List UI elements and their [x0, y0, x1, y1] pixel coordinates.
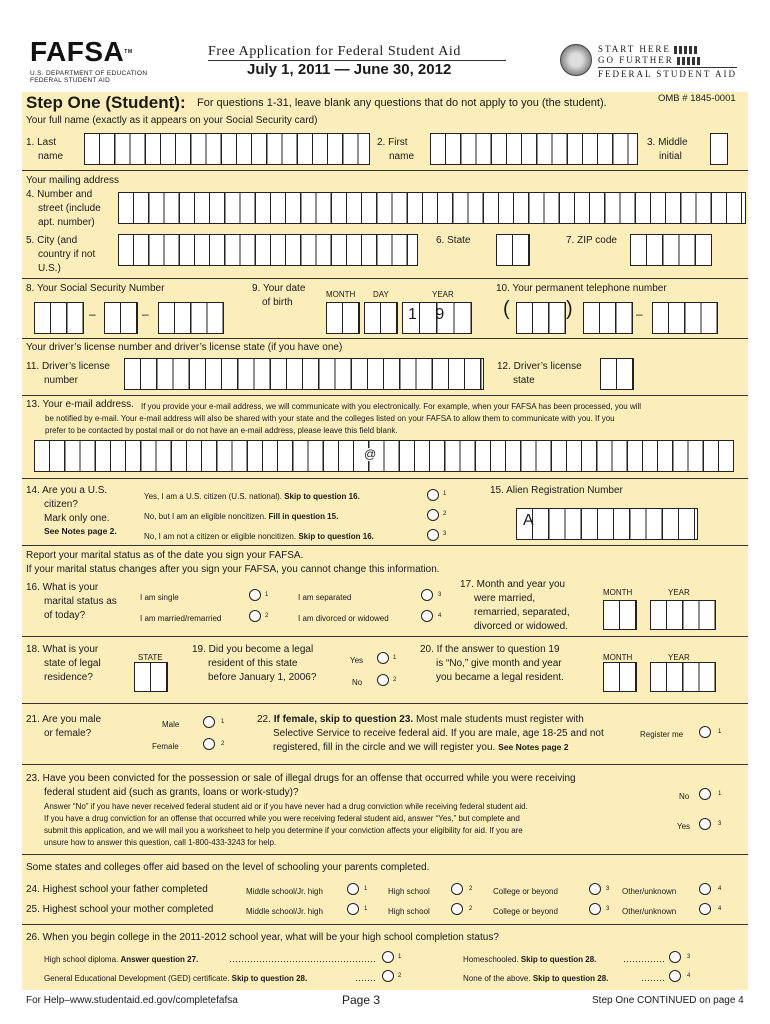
- dob-day-field[interactable]: [364, 302, 398, 334]
- phone-line-field[interactable]: [652, 302, 718, 334]
- q19-radio-yes[interactable]: [377, 652, 389, 664]
- gender-code-1: 1: [221, 719, 225, 725]
- q2-label-2: name: [389, 151, 415, 162]
- q25-code-3: 3: [606, 906, 610, 912]
- q22-instruction: If female, skip to question 23.: [273, 714, 414, 725]
- q20-month-label: MONTH: [603, 653, 633, 662]
- q1-label-2: name: [38, 151, 64, 162]
- q22-number: 22.: [257, 714, 274, 725]
- q4-label-2: street (include: [38, 203, 101, 214]
- ssn-part-2[interactable]: [104, 302, 138, 334]
- section-divider: [22, 703, 748, 704]
- ssn-dash: –: [142, 307, 149, 321]
- q26-option-1: High school diploma.: [44, 955, 121, 964]
- q18-state-label: STATE: [138, 653, 163, 662]
- middle-initial-field[interactable]: [710, 133, 728, 165]
- q14-label-2: citizen?: [44, 499, 78, 510]
- q25-option-4: Other/unknown: [622, 907, 677, 916]
- q17-month-field[interactable]: [603, 600, 637, 630]
- email-at-sign: @: [364, 447, 377, 461]
- q24-option-1: Middle school/Jr. high: [246, 887, 323, 896]
- marital-single: I am single: [140, 593, 179, 602]
- q25-option-2: High school: [388, 907, 430, 916]
- alien-prefix: A: [523, 512, 534, 529]
- marital-code-3: 3: [438, 592, 442, 598]
- slogan: [598, 44, 737, 80]
- q23-radio-yes[interactable]: [699, 818, 711, 830]
- q26-option-1-note: Answer question 27.: [120, 955, 199, 964]
- q20-year-field[interactable]: [650, 662, 716, 692]
- q26-code-4: 4: [687, 973, 691, 979]
- register-me-label: Register me: [640, 730, 684, 739]
- q14-note: See Notes page 2.: [44, 526, 117, 536]
- ssn-part-1[interactable]: [34, 302, 84, 334]
- q12-label: 12. Driver’s license: [497, 361, 582, 372]
- phone-prefix-field[interactable]: [583, 302, 633, 334]
- q18-label-2: state of legal: [44, 658, 101, 669]
- q26-code-2: 2: [398, 973, 402, 979]
- q26-code-3: 3: [687, 954, 691, 960]
- marital-code-2: 2: [265, 613, 269, 619]
- q21-label-2: or female?: [44, 728, 92, 739]
- marital-divorced: I am divorced or widowed: [298, 614, 389, 623]
- form-header: [0, 0, 770, 90]
- marital-married: I am married/remarried: [140, 614, 222, 623]
- dot-pattern-icon: [674, 46, 698, 54]
- gender-male: Male: [162, 720, 180, 729]
- q24-option-4: Other/unknown: [622, 887, 677, 896]
- q25-code-2: 2: [469, 906, 473, 912]
- ssn-part-3[interactable]: [158, 302, 224, 334]
- q5-label-2: country if not: [38, 249, 96, 260]
- first-name-field[interactable]: [430, 133, 638, 165]
- q22-note: See Notes page 2: [498, 742, 569, 752]
- drivers-license-field[interactable]: [124, 358, 484, 390]
- q25-option-1: Middle school/Jr. high: [246, 907, 323, 916]
- q16-label: 16. What is your: [26, 582, 99, 593]
- q23-yes: Yes: [677, 822, 691, 831]
- q17-label-4: divorced or widowed.: [474, 621, 568, 632]
- q26-radio-2[interactable]: [382, 970, 394, 982]
- q17-label-2: were married,: [474, 593, 536, 604]
- phone-open-paren: (: [503, 298, 510, 320]
- q17-year-label: YEAR: [668, 588, 690, 597]
- q23-label-2: federal student aid (such as grants, loans or work-study)?: [44, 787, 299, 798]
- q17-label-3: remarried, separated,: [474, 607, 570, 618]
- q26-option-2: General Educational Development (GED) certificate.: [44, 974, 232, 983]
- dot-leader: [642, 980, 664, 981]
- form-title: Free Application for Federal Student Aid: [208, 44, 462, 59]
- q19-yes: Yes: [350, 656, 364, 665]
- citizen-option-3: No, I am not a citizen or eligible noncitizen.: [144, 532, 299, 541]
- section-divider: [22, 924, 748, 925]
- citizen-option-2-note: Fill in question 15.: [268, 512, 339, 521]
- dob-year-label: YEAR: [432, 290, 454, 299]
- q26-option-2-note: Skip to question 28.: [231, 974, 308, 983]
- slogan-line-1: START HERE: [598, 44, 671, 54]
- page-number: Page 3: [342, 993, 381, 1007]
- register-code-1: 1: [718, 729, 722, 735]
- q15-label: 15. Alien Registration Number: [490, 485, 623, 496]
- q23-code-3: 3: [718, 821, 722, 827]
- q26-option-3: Homeschooled.: [463, 955, 521, 964]
- q9-label: 9. Your date: [252, 283, 306, 294]
- q17-year-field[interactable]: [650, 600, 716, 630]
- marital-radio-3[interactable]: [421, 589, 433, 601]
- section-divider: [22, 764, 748, 765]
- q22-text: Most male students must register with: [413, 714, 584, 725]
- citizen-option-3-skip: Skip to question 16.: [298, 532, 374, 541]
- marital-code-4: 4: [438, 613, 442, 619]
- dob-month-label: MONTH: [326, 290, 356, 299]
- q22-text-3: registered, fill in the circle and we will register you.: [273, 742, 499, 753]
- marital-radio-2[interactable]: [249, 610, 261, 622]
- q23-note-1: Answer “No” if you have never received federal student aid or if you have never had a drug conviction while receiving federal student aid.: [44, 802, 528, 811]
- legal-residence-state-field[interactable]: [134, 662, 168, 692]
- q13-label: 13. Your e-mail address.: [26, 399, 134, 410]
- marital-separated: I am separated: [298, 593, 352, 602]
- q20-label: 20. If the answer to question 19: [420, 644, 560, 655]
- q23-no: No: [679, 792, 690, 801]
- city-field[interactable]: [118, 234, 418, 266]
- award-year-dates: July 1, 2011 — June 30, 2012: [247, 61, 452, 78]
- marital-radio-1[interactable]: [249, 589, 261, 601]
- dot-leader: [624, 961, 664, 962]
- q16-label-3: of today?: [44, 610, 86, 621]
- q12-label-2: state: [513, 375, 535, 386]
- q23-note-3: submit this application, and we will mail you a worksheet to help you determine if your conviction affects your eligibility for aid. If you are: [44, 826, 523, 835]
- q19-code-2: 2: [393, 677, 397, 683]
- q24-code-3: 3: [606, 886, 610, 892]
- q24-radio-3[interactable]: [589, 883, 601, 895]
- q24-label: 24. Highest school your father completed: [26, 884, 208, 895]
- q9-label-2: of birth: [262, 297, 293, 308]
- help-url[interactable]: For Help–www.studentaid.ed.gov/completefafsa: [26, 995, 238, 1006]
- q23-note-2: If you have a drug conviction for an offense that occurred while you were receiving federal student aid, answer “Yes,” but complete and: [44, 814, 520, 823]
- department-seal-icon: [560, 44, 592, 76]
- fafsa-logo: [30, 38, 147, 84]
- marital-intro-2: If your marital status changes after you sign your FAFSA, you cannot change this information.: [26, 564, 440, 575]
- dob-month-field[interactable]: [326, 302, 360, 334]
- q6-label: 6. State: [436, 235, 471, 246]
- fafsa-wordmark: FAFSA: [30, 36, 125, 67]
- q14-label-3: Mark only one.: [44, 513, 110, 524]
- q4-label: 4. Number and: [26, 189, 93, 200]
- step-title: Step One (Student):: [26, 93, 186, 112]
- gender-radio-male[interactable]: [203, 716, 215, 728]
- section-divider: [22, 478, 748, 479]
- q25-radio-1[interactable]: [347, 903, 359, 915]
- email-note-1: If you provide your e-mail address, we will communicate with you electronically. For example, when your FAFSA has been processed, you will: [141, 402, 642, 411]
- q22-text-2: Selective Service to receive federal aid. If you are male, age 18-25 and not: [273, 728, 604, 739]
- citizen-option-2: No, but I am an eligible noncitizen.: [144, 512, 269, 521]
- q25-radio-4[interactable]: [699, 903, 711, 915]
- section-divider: [22, 636, 748, 637]
- q11-label-2: number: [44, 375, 78, 386]
- license-intro: Your driver’s license number and driver’s license state (if you have one): [26, 342, 343, 353]
- q25-radio-2[interactable]: [451, 903, 463, 915]
- citizen-code-3: 3: [443, 531, 447, 537]
- q26-option-3-note: Skip to question 28.: [520, 955, 597, 964]
- dob-year-prefix: 1 9: [408, 306, 452, 323]
- q26-radio-3[interactable]: [669, 951, 681, 963]
- trademark-mark: TM: [124, 49, 133, 55]
- q25-option-3: College or beyond: [493, 907, 558, 916]
- q24-radio-4[interactable]: [699, 883, 711, 895]
- gender-female: Female: [152, 742, 179, 751]
- email-note-2: be notified by e-mail. Your e-mail address will also be shared with your state and the colleges listed on your FAFSA to allow them to communicate with you. If you: [45, 414, 615, 423]
- q23-radio-no[interactable]: [699, 788, 711, 800]
- q25-label: 25. Highest school your mother completed: [26, 904, 214, 915]
- license-state-field[interactable]: [600, 358, 634, 390]
- address-intro: Your mailing address: [26, 175, 120, 186]
- q20-label-3: you became a legal resident.: [436, 672, 564, 683]
- area-code-field[interactable]: [516, 302, 566, 334]
- form-body-background: [22, 92, 748, 990]
- q19-label: 19. Did you become a legal: [192, 644, 314, 655]
- q18-label-3: residence?: [44, 672, 93, 683]
- marital-code-1: 1: [265, 592, 269, 598]
- section-divider: [22, 854, 748, 855]
- citizen-radio-2[interactable]: [427, 509, 439, 521]
- gender-radio-female[interactable]: [203, 738, 215, 750]
- section-divider: [22, 170, 748, 171]
- q5-label-3: U.S.): [38, 263, 61, 274]
- q26-label: 26. When you begin college in the 2011-2012 school year, what will be your high school completion status?: [26, 932, 499, 943]
- q18-label: 18. What is your: [26, 644, 99, 655]
- q25-code-1: 1: [364, 906, 368, 912]
- section-divider: [22, 338, 748, 339]
- q26-radio-1[interactable]: [382, 951, 394, 963]
- zip-field[interactable]: [630, 234, 712, 266]
- q25-radio-3[interactable]: [589, 903, 601, 915]
- q26-radio-4[interactable]: [669, 970, 681, 982]
- citizen-code-1: 1: [443, 491, 447, 497]
- q17-month-label: MONTH: [603, 588, 633, 597]
- q19-label-3: before January 1, 2006?: [208, 672, 317, 683]
- section-divider: [22, 395, 748, 396]
- q26-code-1: 1: [398, 954, 402, 960]
- q8-label: 8. Your Social Security Number: [26, 283, 165, 294]
- q16-label-2: marital status as: [44, 596, 117, 607]
- alien-registration-field[interactable]: [516, 508, 698, 540]
- q26-option-4: None of the above.: [463, 974, 533, 983]
- q19-no: No: [352, 678, 363, 687]
- q1-label: 1. Last: [26, 137, 57, 148]
- dot-leader: [230, 961, 376, 962]
- email-note-3: prefer to be contacted by postal mail or do not have an e-mail address, please leave this field blank.: [45, 426, 398, 435]
- citizen-code-2: 2: [443, 511, 447, 517]
- q20-year-label: YEAR: [668, 653, 690, 662]
- q21-label: 21. Are you male: [26, 714, 102, 725]
- dob-day-label: DAY: [373, 290, 389, 299]
- q25-code-4: 4: [718, 906, 722, 912]
- q5-label: 5. City (and: [26, 235, 78, 246]
- q23-code-1: 1: [718, 791, 722, 797]
- dot-leader: [356, 980, 376, 981]
- citizen-radio-1[interactable]: [427, 489, 439, 501]
- ssn-dash: –: [89, 307, 96, 321]
- q24-radio-2[interactable]: [451, 883, 463, 895]
- q3-label: 3. Middle: [647, 137, 688, 148]
- q23-label: 23. Have you been convicted for the possession or sale of illegal drugs for an offense that occurred while you were receiving: [26, 773, 576, 784]
- q11-label: 11. Driver’s license: [26, 361, 110, 372]
- q23-note-4: unsure how to answer this question, call 1-800-433-3243 for help.: [44, 838, 277, 847]
- q26-option-4-note: Skip to question 28.: [532, 974, 609, 983]
- q10-label: 10. Your permanent telephone number: [496, 283, 667, 294]
- street-address-field[interactable]: [118, 192, 746, 224]
- state-field[interactable]: [496, 234, 530, 266]
- omb-number: OMB # 1845-0001: [658, 93, 736, 104]
- q14-label: 14. Are you a U.S.: [26, 485, 108, 496]
- section-divider: [22, 545, 748, 546]
- gender-code-2: 2: [221, 741, 225, 747]
- slogan-line-2: GO FURTHER: [598, 55, 674, 65]
- marital-radio-4[interactable]: [421, 610, 433, 622]
- q17-label: 17. Month and year you: [460, 579, 566, 590]
- q24-option-2: High school: [388, 887, 430, 896]
- citizen-option-1: Yes, I am a U.S. citizen (U.S. national).: [144, 492, 285, 501]
- marital-intro-1: Report your marital status as of the date you sign your FAFSA.: [26, 550, 304, 561]
- q19-radio-no[interactable]: [377, 674, 389, 686]
- name-intro: Your full name (exactly as it appears on your Social Security card): [26, 115, 318, 126]
- citizen-radio-3[interactable]: [427, 529, 439, 541]
- q19-code-1: 1: [393, 655, 397, 661]
- step-description: For questions 1-31, leave blank any questions that do not apply to you (the student).: [197, 97, 607, 109]
- parents-school-intro: Some states and colleges offer aid based on the level of schooling your parents completed.: [26, 862, 430, 873]
- q20-month-field[interactable]: [603, 662, 637, 692]
- register-me-radio[interactable]: [699, 726, 711, 738]
- q24-option-3: College or beyond: [493, 887, 558, 896]
- q24-code-2: 2: [469, 886, 473, 892]
- dot-pattern-icon: [677, 57, 701, 65]
- phone-dash: –: [636, 307, 643, 321]
- email-field[interactable]: [34, 440, 734, 472]
- q24-radio-1[interactable]: [347, 883, 359, 895]
- q20-label-2: is “No,” give month and year: [436, 658, 562, 669]
- section-divider: [22, 278, 748, 279]
- dept-line-2: FEDERAL STUDENT AID: [30, 77, 111, 84]
- dept-line-1: U.S. DEPARTMENT OF EDUCATION: [30, 70, 148, 77]
- q24-code-4: 4: [718, 886, 722, 892]
- citizen-option-1-skip: Skip to question 16.: [284, 492, 360, 501]
- last-name-field[interactable]: [84, 133, 370, 165]
- q4-label-3: apt. number): [38, 217, 95, 228]
- q24-code-1: 1: [364, 886, 368, 892]
- q7-label: 7. ZIP code: [566, 235, 617, 246]
- q19-label-2: resident of this state: [208, 658, 298, 669]
- slogan-line-3: FEDERAL STUDENT AID: [598, 69, 737, 79]
- phone-close-paren: ): [566, 298, 573, 320]
- continued-note: Step One CONTINUED on page 4: [592, 995, 744, 1006]
- q2-label: 2. First: [377, 137, 408, 148]
- q3-label-2: initial: [659, 151, 682, 162]
